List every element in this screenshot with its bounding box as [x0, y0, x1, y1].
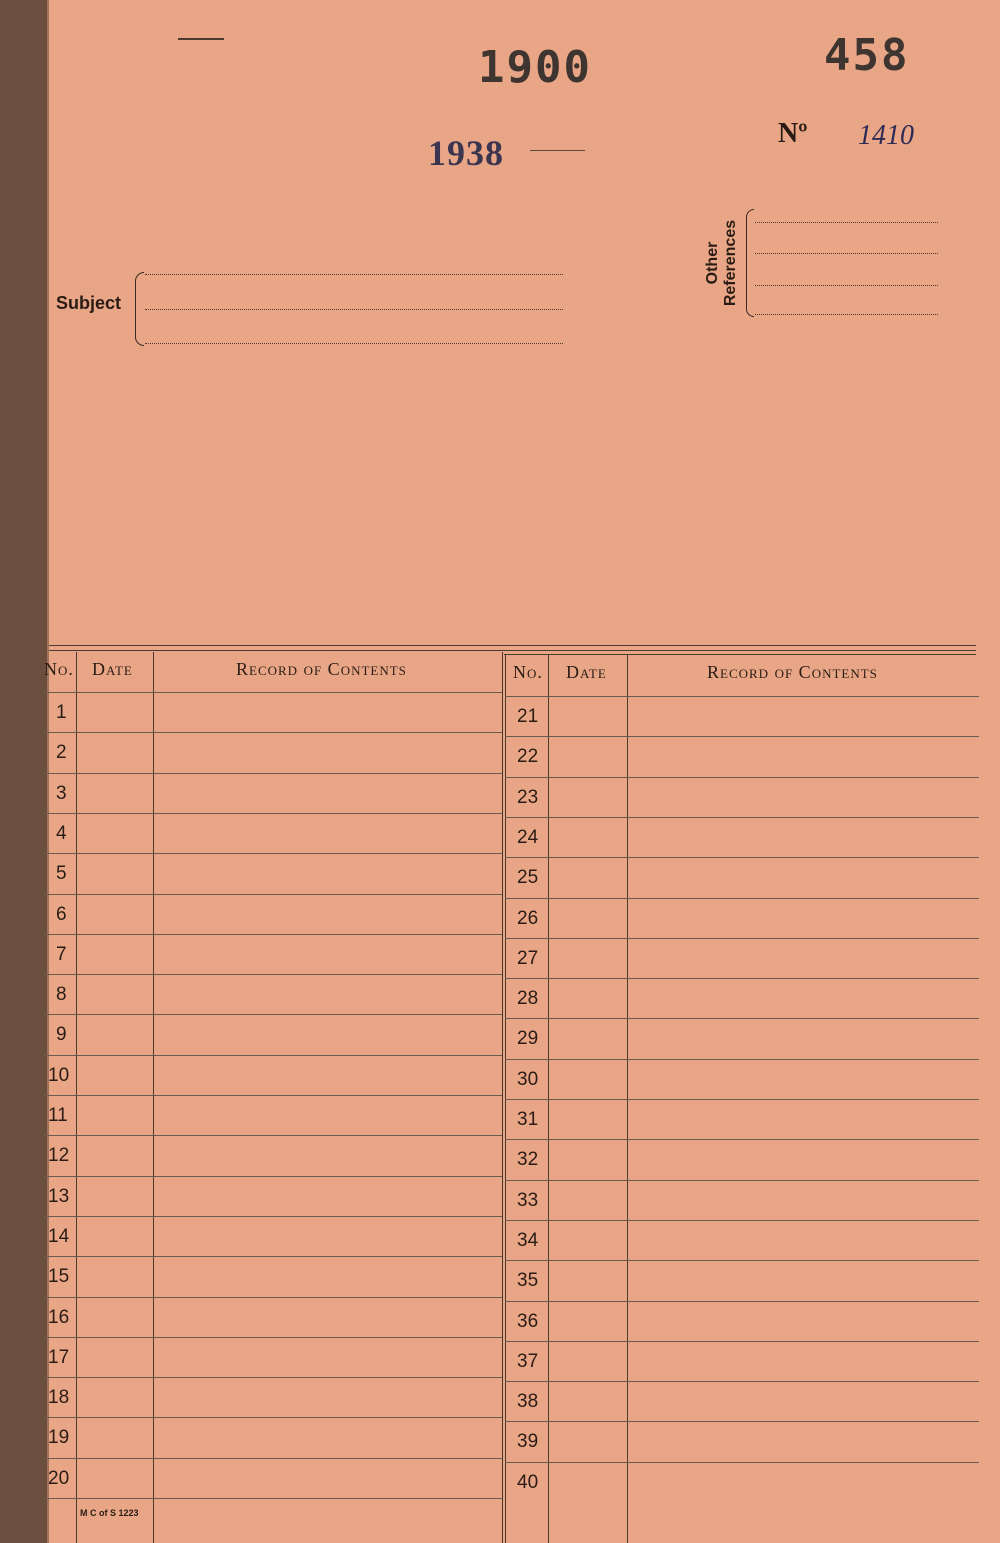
references-line-1: [755, 222, 938, 223]
right-row-number: 31: [517, 1109, 539, 1130]
right-header-record: Record of Contents: [707, 662, 878, 682]
right-row-rule: [505, 938, 979, 939]
right-header-date: Date: [566, 662, 607, 682]
left-row-number: 19: [48, 1427, 70, 1449]
right-row-number: 24: [517, 826, 539, 848]
right-row-rule: [505, 817, 979, 818]
left-row-number: 11: [48, 1105, 68, 1126]
left-row-rule: [44, 1055, 502, 1056]
left-row-rule: [44, 692, 502, 693]
number-label: Nº: [778, 118, 808, 149]
left-row-number: 4: [56, 822, 67, 844]
right-row-rule: [505, 1220, 979, 1221]
left-row-number: 10: [48, 1064, 70, 1086]
left-row-rule: [44, 732, 502, 733]
left-row-rule: [44, 1014, 502, 1015]
right-row-number: 27: [517, 947, 539, 969]
year-rule: [530, 150, 585, 151]
right-row-number: 33: [517, 1189, 539, 1211]
left-header-record: Record of Contents: [236, 659, 407, 679]
subject-brace: [135, 272, 144, 346]
left-row-number: 8: [56, 984, 67, 1006]
references-line-4: [755, 314, 938, 315]
left-row-number: 20: [48, 1467, 70, 1489]
left-row-rule: [44, 1135, 502, 1136]
references-brace: [746, 209, 754, 317]
right-row-number: 35: [517, 1270, 539, 1292]
left-row-rule: [44, 1417, 502, 1418]
right-row-rule: [505, 1341, 979, 1342]
table-top-rule-2: [49, 650, 976, 651]
right-row-number: 40: [517, 1471, 539, 1493]
left-row-rule: [44, 1216, 502, 1217]
other-references-label: [704, 208, 740, 318]
right-row-rule: [505, 1421, 979, 1422]
right-row-number: 36: [517, 1310, 539, 1332]
left-row-number: 7: [56, 943, 67, 965]
left-row-rule: [44, 813, 502, 814]
left-row-rule: [44, 894, 502, 895]
left-row-rule: [44, 1297, 502, 1298]
right-row-number: 37: [517, 1350, 539, 1372]
right-row-number: 28: [517, 988, 539, 1010]
left-row-rule: [44, 1256, 502, 1257]
left-row-rule: [44, 974, 502, 975]
subject-label: Subject: [56, 293, 122, 313]
right-row-rule: [505, 1099, 979, 1100]
year-field: 1938: [428, 133, 504, 173]
left-row-number: 6: [56, 903, 67, 925]
right-row-number: 34: [517, 1229, 539, 1251]
right-row-rule: [505, 857, 979, 858]
left-row-rule: [44, 1176, 502, 1177]
left-row-rule: [44, 1095, 502, 1096]
right-row-rule: [505, 696, 979, 697]
left-row-number: 16: [48, 1306, 70, 1328]
table-top-rule-3: [504, 654, 976, 655]
references-line-3: [755, 285, 938, 286]
right-row-rule: [505, 1059, 979, 1060]
left-row-rule: [44, 773, 502, 774]
right-row-rule: [505, 1301, 979, 1302]
references-line-2: [755, 253, 938, 254]
subject-line-1: [145, 274, 563, 275]
left-no-divider: [76, 652, 77, 1543]
right-row-rule: [505, 1180, 979, 1181]
left-row-rule: [44, 934, 502, 935]
form-code: M C of S 1223: [80, 1508, 139, 1518]
left-row-number: 1: [56, 702, 67, 723]
left-date-divider: [153, 652, 154, 1543]
subject-line-2: [145, 309, 563, 310]
right-row-number: 32: [517, 1149, 539, 1171]
number-value: 1410: [858, 120, 914, 151]
right-row-number: 38: [517, 1391, 539, 1413]
left-row-rule: [44, 1458, 502, 1459]
right-row-number: 25: [517, 867, 539, 889]
file-number-stamp: 458: [824, 30, 910, 81]
right-row-rule: [505, 777, 979, 778]
right-row-number: 29: [517, 1028, 539, 1050]
left-row-number: 2: [56, 742, 67, 764]
file-spine: [0, 0, 47, 1543]
left-row-number: 15: [48, 1266, 70, 1288]
year-stamp: 1900: [478, 42, 592, 93]
left-row-number: 3: [56, 782, 67, 804]
left-row-number: 17: [48, 1346, 70, 1368]
left-row-rule: [44, 1337, 502, 1338]
right-row-rule: [505, 736, 979, 737]
right-row-rule: [505, 1018, 979, 1019]
other-references-line2: References: [722, 219, 739, 307]
right-row-rule: [505, 978, 979, 979]
right-row-number: 23: [517, 786, 539, 808]
left-row-number: 18: [48, 1387, 70, 1409]
right-row-rule: [505, 1381, 979, 1382]
right-header-no: No.: [513, 662, 543, 682]
right-row-rule: [505, 1260, 979, 1261]
right-row-rule: [505, 1462, 979, 1463]
right-row-number: 21: [517, 706, 539, 727]
left-row-number: 14: [48, 1225, 70, 1247]
left-row-number: 12: [48, 1145, 70, 1167]
center-divider-1: [502, 652, 503, 1543]
top-rule: [178, 38, 224, 40]
right-row-rule: [505, 1139, 979, 1140]
left-header-date: Date: [92, 659, 133, 679]
other-references-line1: Other: [704, 241, 721, 285]
subject-line-3: [145, 343, 563, 344]
left-row-rule: [44, 853, 502, 854]
left-header-no: No.: [44, 659, 74, 679]
left-row-rule: [44, 1377, 502, 1378]
right-row-number: 26: [517, 907, 539, 929]
right-row-number: 30: [517, 1068, 539, 1090]
left-bottom-rule: [44, 1498, 502, 1499]
left-row-number: 9: [56, 1024, 67, 1046]
left-row-number: 5: [56, 863, 67, 885]
right-row-number: 22: [517, 746, 539, 768]
right-row-rule: [505, 898, 979, 899]
table-top-rule: [49, 645, 976, 646]
right-row-number: 39: [517, 1431, 539, 1453]
left-row-number: 13: [48, 1185, 70, 1207]
